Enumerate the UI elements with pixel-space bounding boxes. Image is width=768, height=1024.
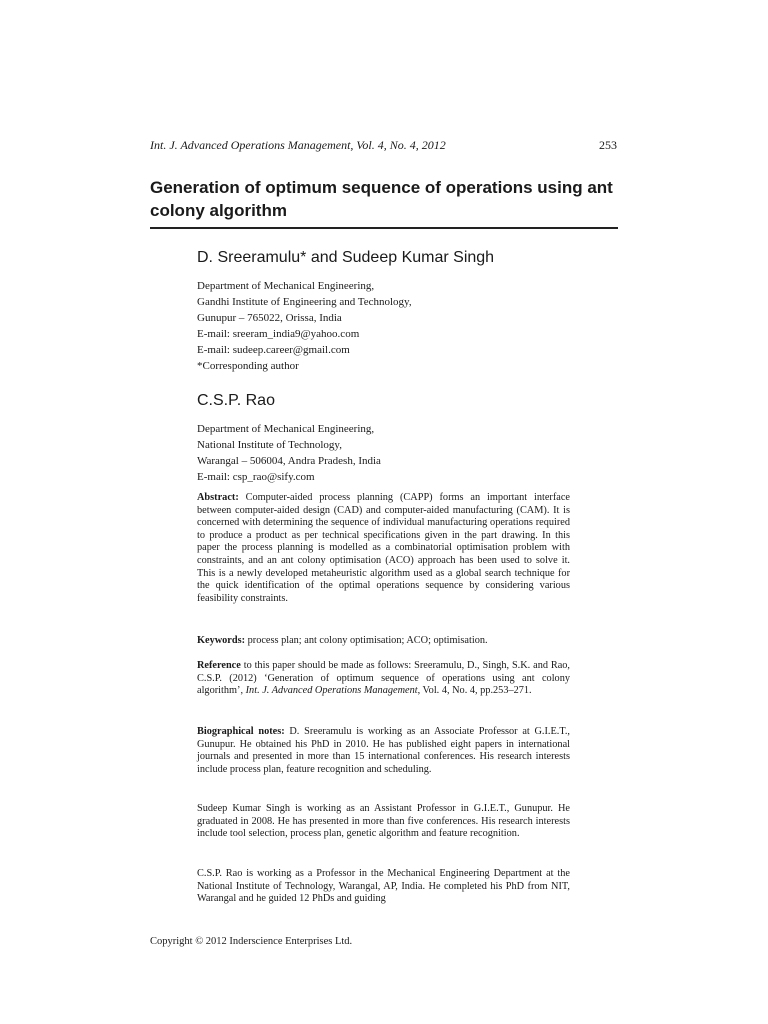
running-header <box>150 138 617 153</box>
affiliation-line: Department of Mechanical Engineering, <box>197 280 375 292</box>
reference-text-end: , Vol. 4, No. 4, pp.253–271. <box>417 685 532 697</box>
email-line: E-mail: sudeep.career@gmail.com <box>197 344 350 356</box>
corresponding-author-note: *Corresponding author <box>197 360 299 372</box>
reference-label: Reference <box>197 660 241 671</box>
page-number: 253 <box>599 138 617 152</box>
paper-title: Generation of optimum sequence of operations using ant colony algorithm <box>150 176 618 229</box>
affiliation-2 <box>197 421 597 485</box>
biographical-notes <box>197 726 570 776</box>
keywords <box>197 635 570 648</box>
affiliation-1 <box>197 278 597 374</box>
affiliation-line: National Institute of Technology, <box>197 439 342 451</box>
bio-paragraph-2: Sudeep Kumar Singh is working as an Assistant Professor in G.I.E.T., Gunupur. He graduated in 2008. He has presented in more than five conferences. His research interests include tool selection, process plan, genetic algorithm and feature recognition. <box>197 803 570 840</box>
authors-group-2: C.S.P. Rao <box>197 392 275 409</box>
abstract <box>197 492 570 605</box>
affiliation-line: Warangal – 506004, Andra Pradesh, India <box>197 455 381 467</box>
reference-journal: Int. J. Advanced Operations Management <box>245 685 418 697</box>
reference <box>197 660 570 698</box>
keywords-text: process plan; ant colony optimisation; ACO; optimisation. <box>247 635 488 646</box>
copyright-notice: Copyright © 2012 Inderscience Enterprises Ltd. <box>150 936 353 947</box>
bio-paragraph-3: C.S.P. Rao is working as a Professor in the Mechanical Engineering Department at the National Institute of Technology, Warangal, AP, India. He completed his PhD from NIT, Warangal and he guided 12 PhDs and guiding <box>197 868 570 905</box>
affiliation-line: Department of Mechanical Engineering, <box>197 423 375 435</box>
journal-citation: Int. J. Advanced Operations Management, Vol. 4, No. 4, 2012 <box>150 138 446 152</box>
bio-paragraph-1: D. Sreeramulu is working as an Associate Professor at G.I.E.T., Gunupur. He obtained his PhD in 2010. He has published eight papers in international journals and presented in more than 15 international conferences. His research interests include process plan, feature recognition and scheduling. <box>197 726 571 775</box>
authors-group-1: D. Sreeramulu* and Sudeep Kumar Singh <box>197 249 495 266</box>
affiliation-line: Gandhi Institute of Engineering and Technology, <box>197 296 412 308</box>
email-line: E-mail: csp_rao@sify.com <box>197 471 315 483</box>
reference-text: to this paper should be made as follows: Sreeramulu, D., Singh, S.K. and Rao, C.S.P. (2012) ‘Generation of optimum sequence of operations using ant colony algorithm’, <box>197 660 571 697</box>
bio-label: Biographical notes: <box>197 726 285 737</box>
abstract-text: Computer-aided process planning (CAPP) forms an important interface between computer-aided design (CAD) and computer-aided manufacturing (CAM). It is concerned with determining the sequence of individual manufacturing operations required to produce a product as per technical specifications given in the part drawing. In this paper the process planning is modelled as a combinatorial optimisation problem with constraints, and an ant colony optimisation (ACO) approach has been used to solve it. This is a newly developed metaheuristic algorithm used as a global search technique for the quick identification of the optimal operations sequence by considering various feasibility constraints. <box>197 492 570 604</box>
keywords-label: Keywords: <box>197 635 246 646</box>
affiliation-line: Gunupur – 765022, Orissa, India <box>197 312 342 324</box>
abstract-label: Abstract: <box>197 492 239 503</box>
email-line: E-mail: sreeram_india9@yahoo.com <box>197 328 360 340</box>
